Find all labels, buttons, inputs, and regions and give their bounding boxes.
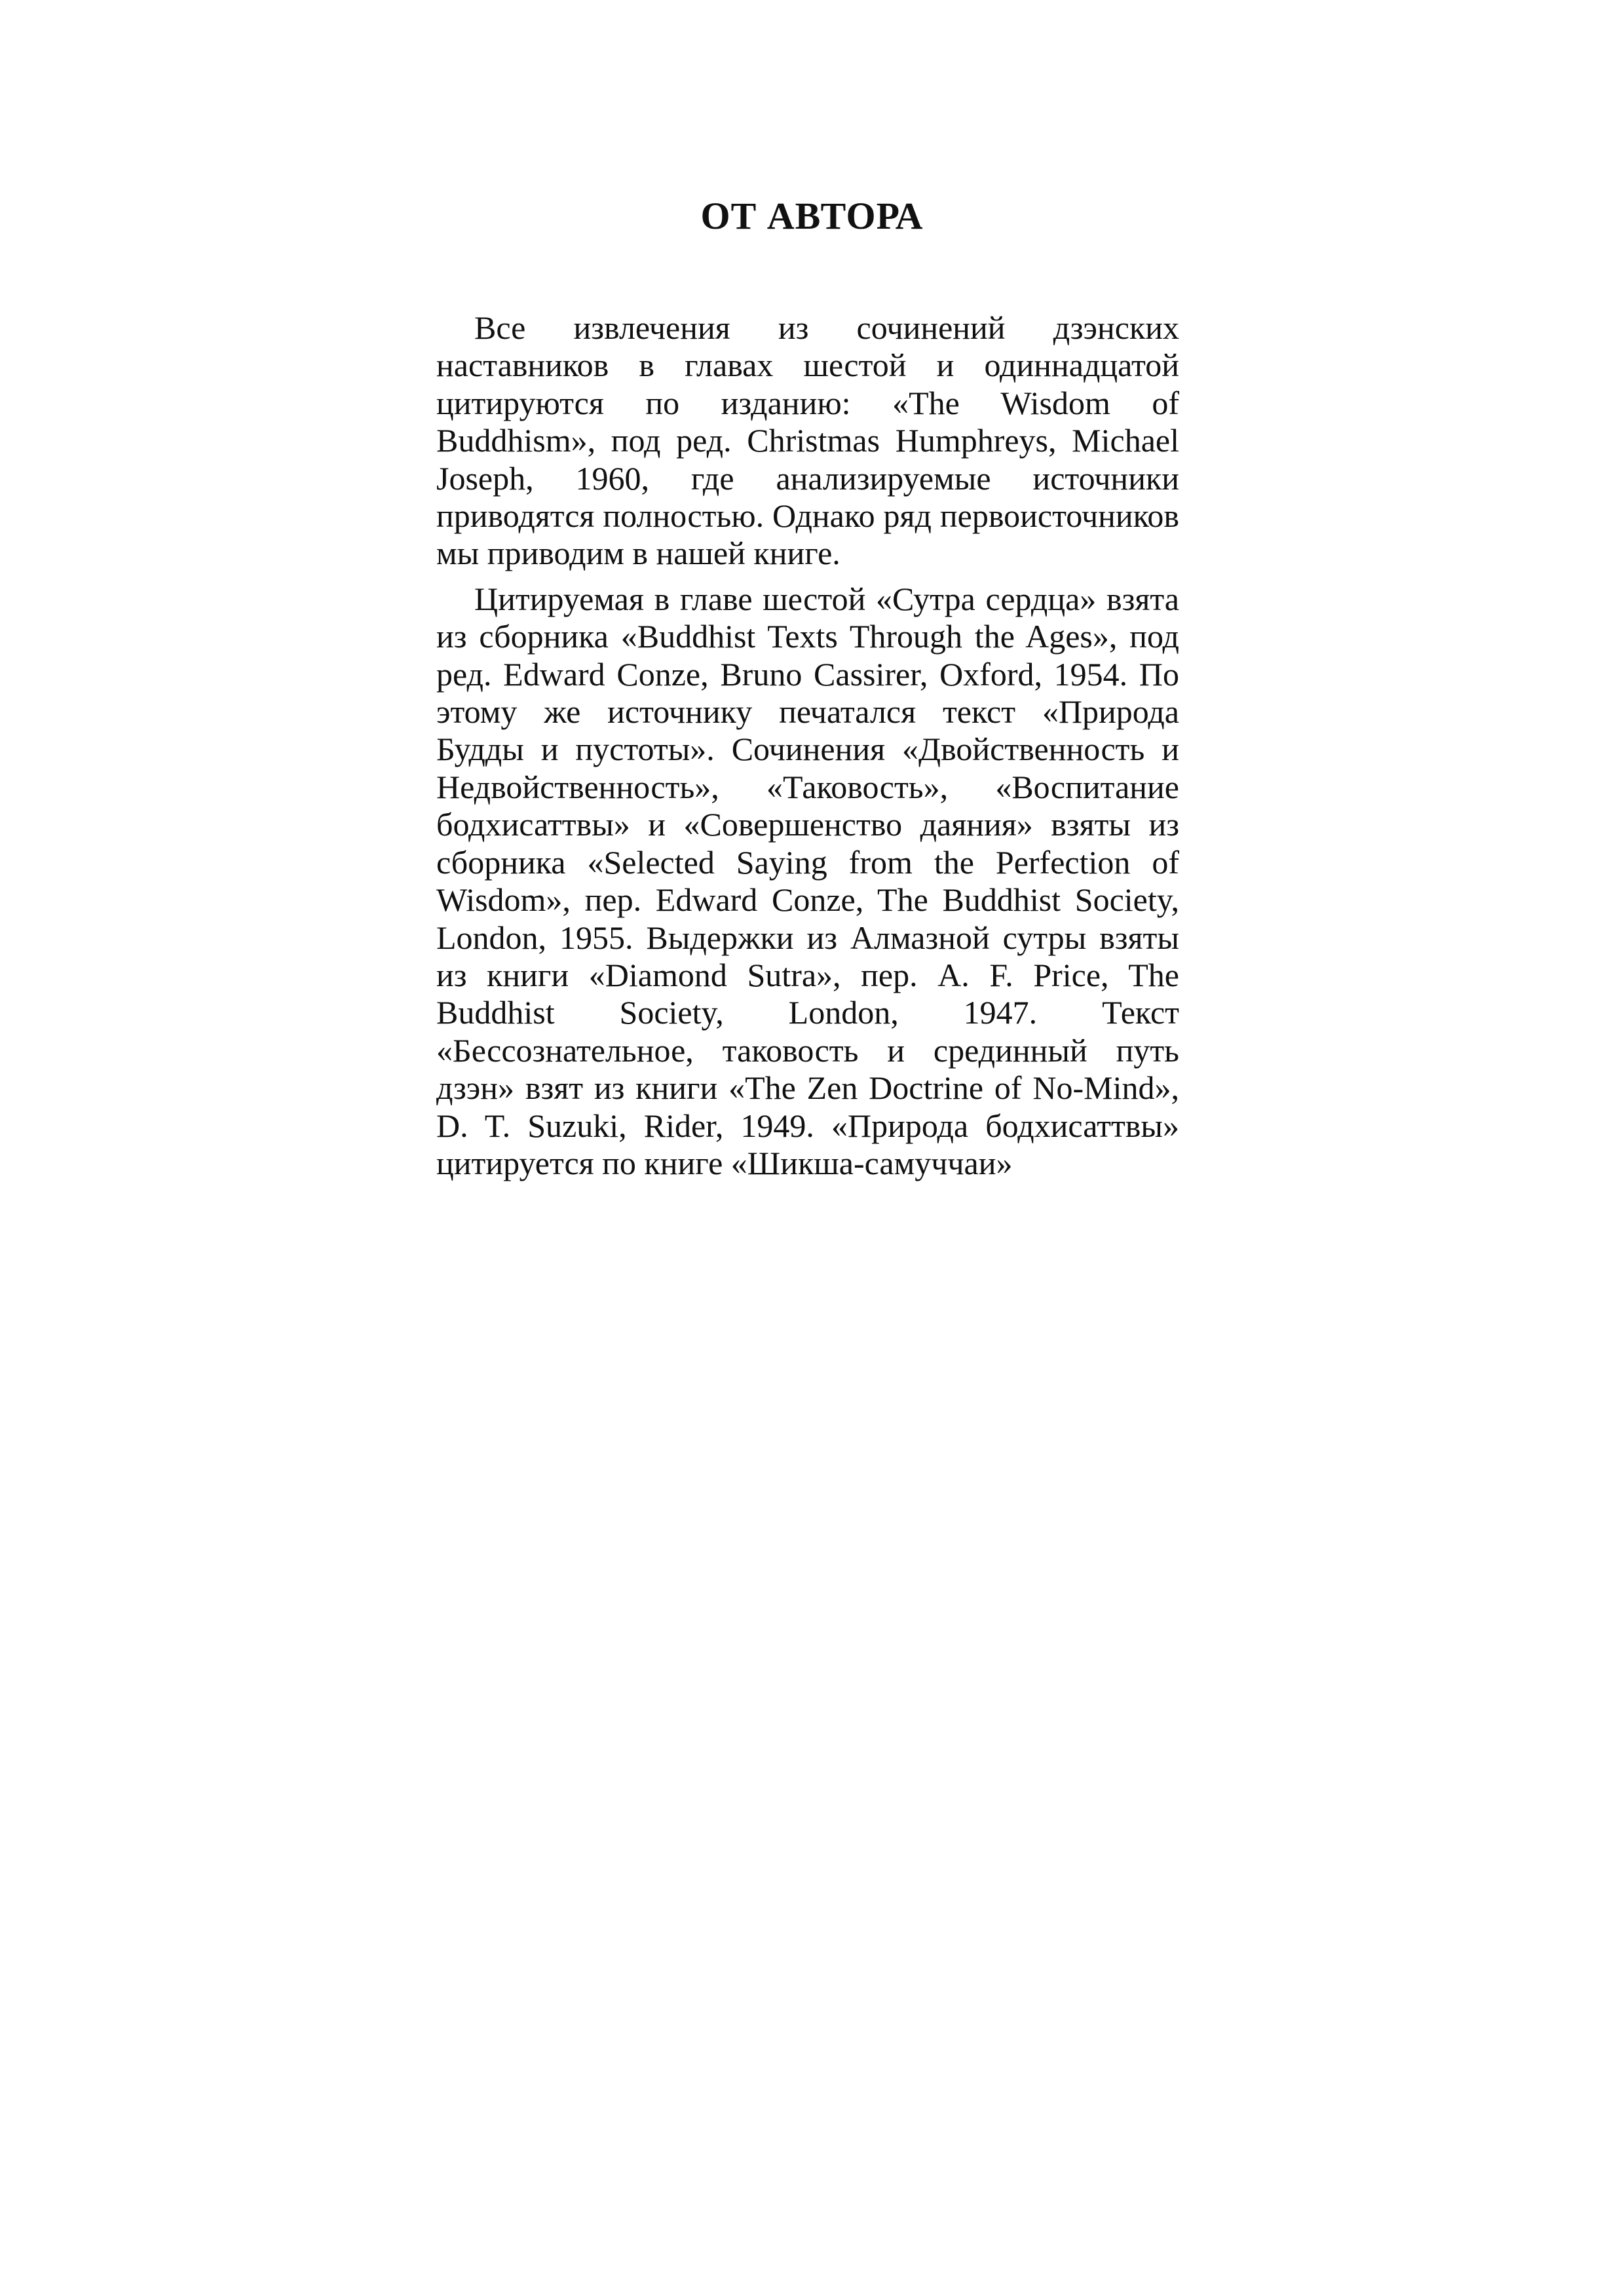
page-title: ОТ АВТОРА <box>700 195 924 237</box>
paragraph: Цитируемая в главе шестой «Сутра сердца» взята из сборника «Buddhist Texts Through the Ages», под ред. Edward Conze, Bruno Cassirer, Oxford, 1954. По этому же источнику печатался текст «Природа Будды и пустоты». Сочинения «Двойственность и Недвойственность», «Таковость», «Воспитание бодхисаттвы» и «Совершенство даяния» взяты из сборника «Selected Saying from the Perfection of Wisdom», пер. Edward Conze, The Buddhist Society, London, 1955. Выдержки из Алмазной сутры взяты из книги «Diamond Sutra», пер. A. F. Price, The Buddhist Society, London, 1947. Текст «Бессознательное, таковость и срединный путь дзэн» взят из книги «The Zen Doctrine of No-Mind», D. T. Suzuki, Rider, 1949. «Природа бодхисаттвы» цитируется по книге «Шикша-самуччаи» <box>436 580 1179 1181</box>
body-text <box>436 309 1179 1182</box>
paragraph: Все извлечения из сочинений дзэнских наставников в главах шестой и одиннадцатой цитируются по изданию: «The Wisdom of Buddhism», под ред. Christmas Humphreys, Michael Joseph, 1960, где анализируемые источники приводятся полностью. Однако ряд первоисточников мы приводим в нашей книге. <box>436 309 1179 572</box>
